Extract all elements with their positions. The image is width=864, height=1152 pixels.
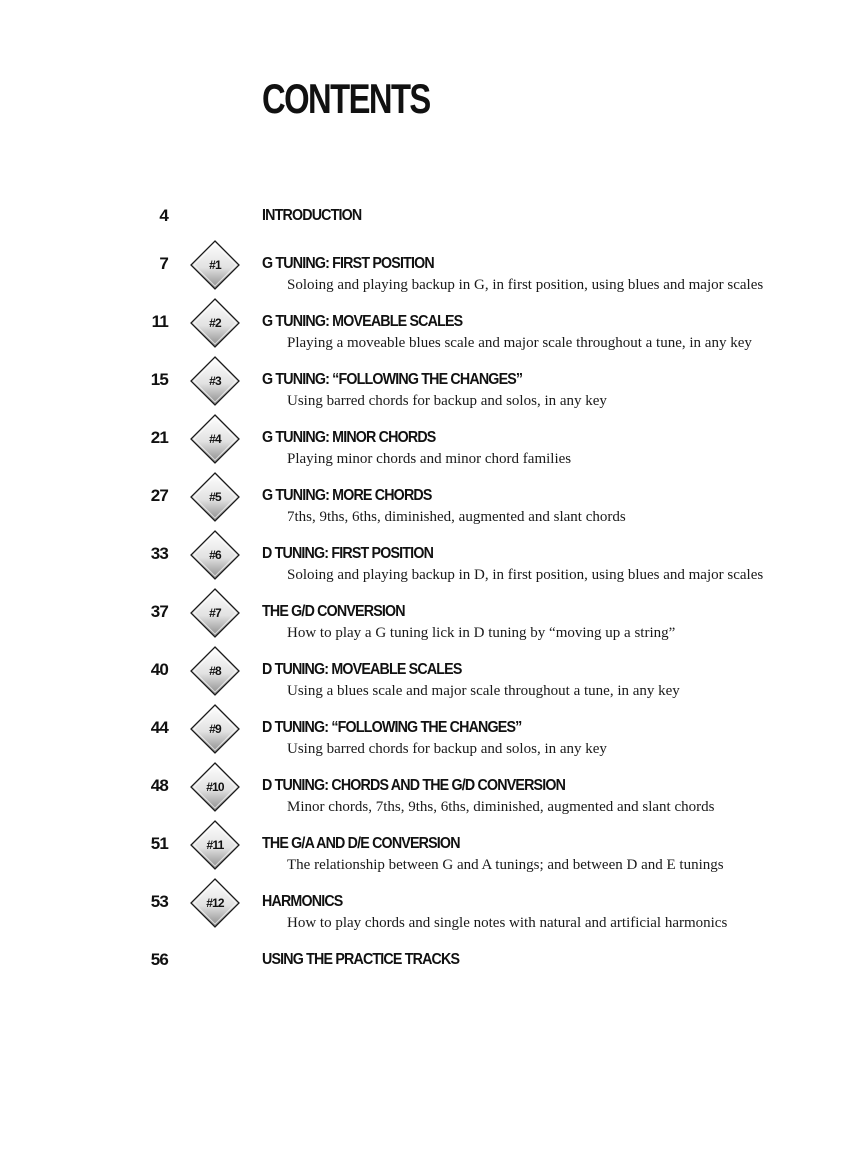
page-number: 4	[159, 206, 168, 225]
entry-title: G TUNING: FIRST POSITION	[262, 255, 434, 272]
entry-description: Soloing and playing backup in G, in first position, using blues and major scales	[287, 277, 764, 293]
toc-entry[interactable]	[0, 206, 864, 256]
entry-description: Using a blues scale and major scale throughout a tune, in any key	[287, 683, 680, 699]
page-number: 33	[150, 544, 168, 563]
entry-title: THE G/A AND D/E CONVERSION	[262, 835, 460, 852]
toc-entry[interactable]	[0, 254, 864, 304]
toc-entry[interactable]	[0, 602, 864, 652]
entry-title: D TUNING: FIRST POSITION	[262, 545, 434, 562]
toc-entry[interactable]	[0, 776, 864, 826]
entry-description: Playing a moveable blues scale and major scale throughout a tune, in any key	[287, 335, 752, 351]
entry-description: How to play a G tuning lick in D tuning by “moving up a string”	[287, 625, 676, 641]
page-number: 37	[150, 602, 168, 621]
entry-title: USING THE PRACTICE TRACKS	[262, 951, 460, 968]
diamond-badge-icon	[190, 414, 240, 464]
page-number: 51	[150, 834, 168, 853]
lesson-number: #10	[206, 780, 224, 794]
toc-entry[interactable]	[0, 428, 864, 478]
entry-title: G TUNING: “FOLLOWING THE CHANGES”	[262, 371, 523, 388]
entry-description: Using barred chords for backup and solos, in any key	[287, 741, 607, 757]
page-number: 21	[150, 428, 168, 447]
toc-entry[interactable]	[0, 544, 864, 594]
toc-entry[interactable]	[0, 718, 864, 768]
toc-entry[interactable]	[0, 486, 864, 536]
lesson-number: #6	[209, 548, 221, 562]
entry-title: HARMONICS	[262, 893, 343, 910]
entry-description: 7ths, 9ths, 6ths, diminished, augmented and slant chords	[287, 509, 626, 525]
lesson-number: #2	[209, 316, 221, 330]
lesson-number: #3	[209, 374, 221, 388]
diamond-badge-icon	[190, 820, 240, 870]
entry-title: D TUNING: CHORDS AND THE G/D CONVERSION	[262, 777, 566, 794]
entry-title: G TUNING: MOVEABLE SCALES	[262, 313, 463, 330]
entry-title: INTRODUCTION	[262, 207, 362, 224]
entry-description: How to play chords and single notes with natural and artificial harmonics	[287, 915, 728, 931]
entry-title: THE G/D CONVERSION	[262, 603, 405, 620]
lesson-number: #5	[209, 490, 221, 504]
diamond-badge-icon	[190, 530, 240, 580]
diamond-badge-icon	[190, 472, 240, 522]
lesson-number: #7	[209, 606, 221, 620]
lesson-number: #12	[206, 896, 224, 910]
page-number: 56	[150, 950, 168, 969]
entry-description: Using barred chords for backup and solos, in any key	[287, 393, 607, 409]
diamond-badge-icon	[190, 588, 240, 638]
page-title: CONTENTS	[262, 75, 430, 122]
diamond-badge-icon	[190, 240, 240, 290]
lesson-number: #4	[209, 432, 221, 446]
toc-entry[interactable]	[0, 370, 864, 420]
page-number: 44	[150, 718, 168, 737]
toc-entry[interactable]	[0, 892, 864, 942]
entry-description: Soloing and playing backup in D, in first position, using blues and major scales	[287, 567, 764, 583]
diamond-badge-icon	[190, 762, 240, 812]
entry-title: G TUNING: MINOR CHORDS	[262, 429, 436, 446]
toc-entry[interactable]	[0, 312, 864, 362]
diamond-badge-icon	[190, 646, 240, 696]
page-number: 27	[150, 486, 168, 505]
page-number: 53	[150, 892, 168, 911]
entry-title: G TUNING: MORE CHORDS	[262, 487, 432, 504]
page-number: 48	[150, 776, 168, 795]
lesson-number: #8	[209, 664, 221, 678]
lesson-number: #11	[206, 838, 224, 852]
page-number: 40	[150, 660, 168, 679]
entry-description: Playing minor chords and minor chord families	[287, 451, 572, 467]
entry-description: Minor chords, 7ths, 9ths, 6ths, diminished, augmented and slant chords	[287, 799, 715, 815]
lesson-number: #9	[209, 722, 221, 736]
entry-title: D TUNING: “FOLLOWING THE CHANGES”	[262, 719, 522, 736]
lesson-number: #1	[209, 258, 221, 272]
page-number: 11	[151, 312, 168, 331]
diamond-badge-icon	[190, 298, 240, 348]
diamond-badge-icon	[190, 704, 240, 754]
page-number: 7	[159, 254, 168, 273]
toc-entry[interactable]	[0, 950, 864, 1000]
entry-description: The relationship between G and A tunings; and between D and E tunings	[287, 857, 724, 873]
diamond-badge-icon	[190, 356, 240, 406]
toc-entry[interactable]	[0, 834, 864, 884]
page-number: 15	[150, 370, 168, 389]
toc-entry[interactable]	[0, 660, 864, 710]
diamond-badge-icon	[190, 878, 240, 928]
entry-title: D TUNING: MOVEABLE SCALES	[262, 661, 462, 678]
